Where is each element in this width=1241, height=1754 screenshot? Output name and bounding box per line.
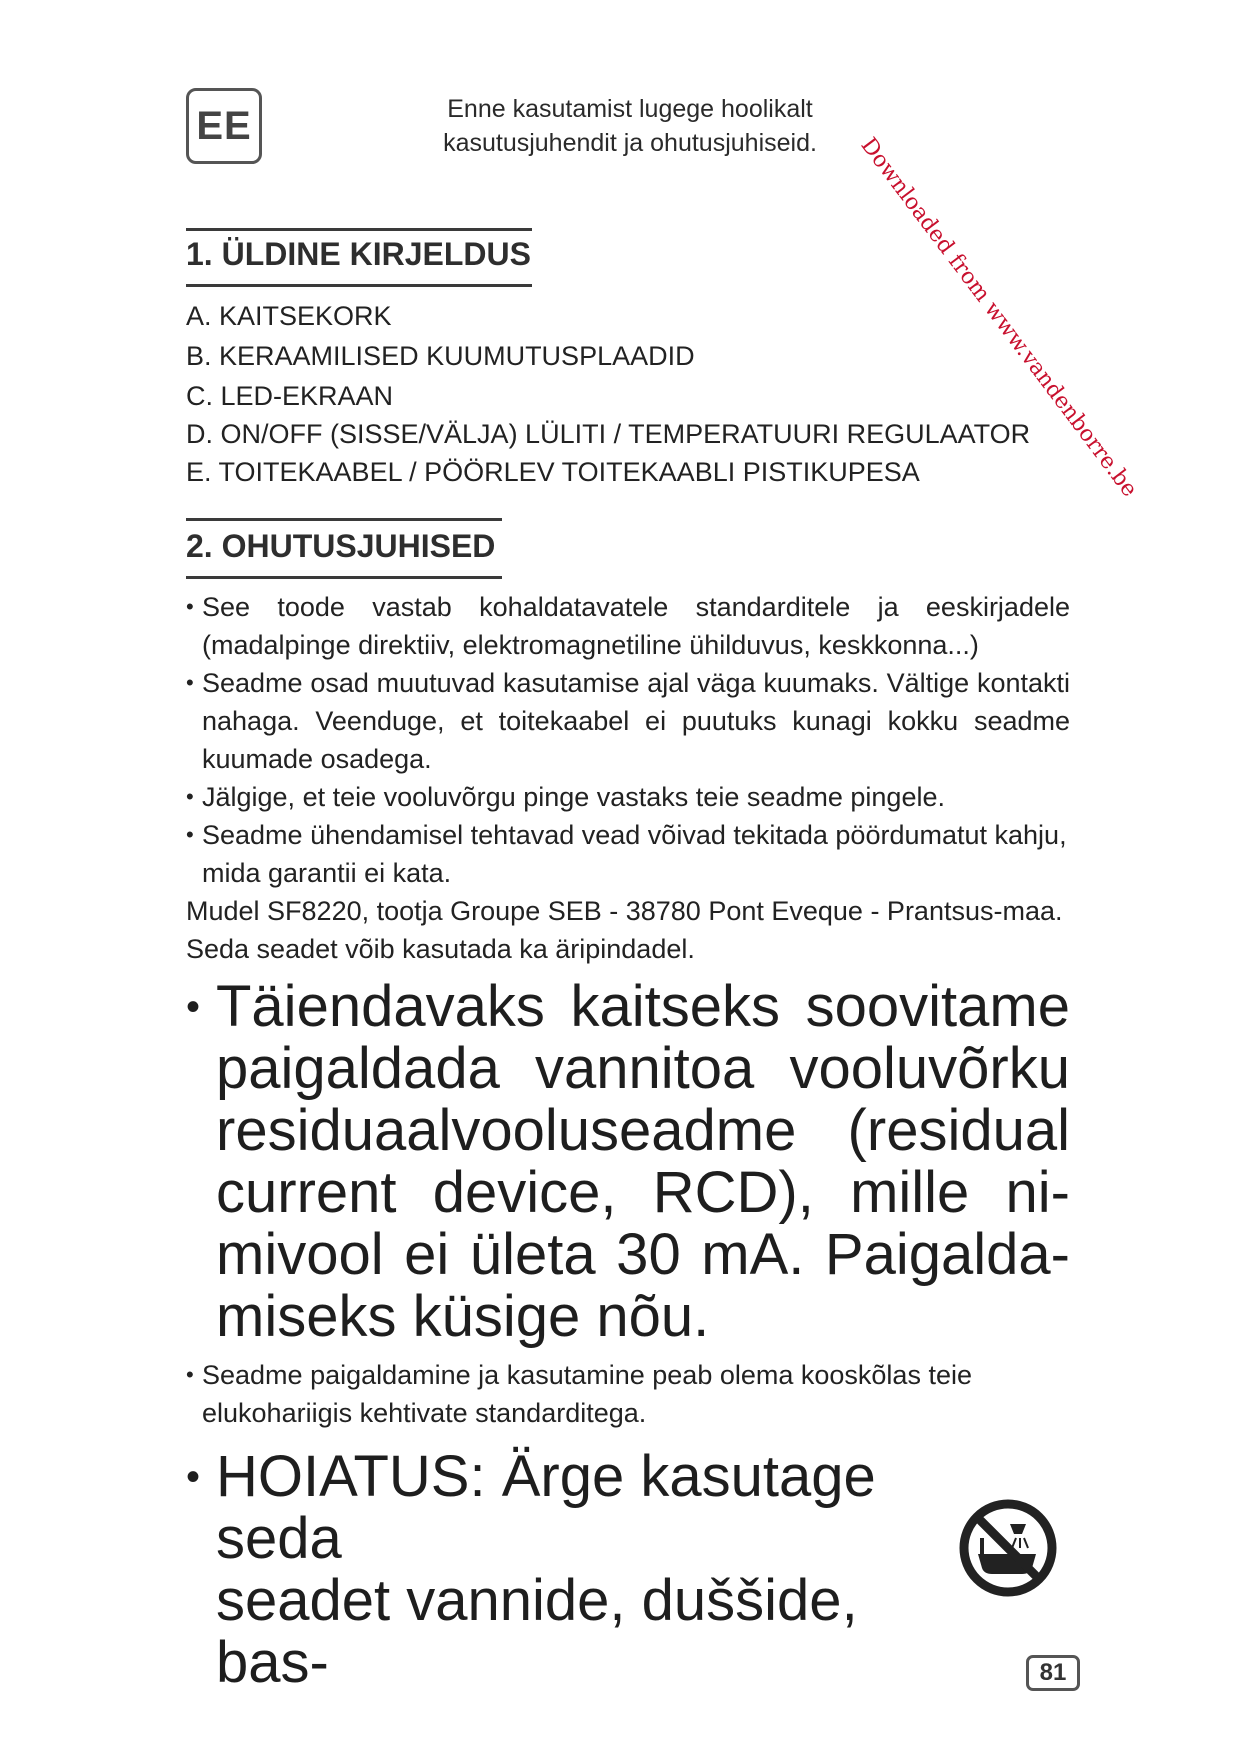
parts-list-item: D. ON/OFF (SISSE/VÄLJA) LÜLITI / TEMPERATUURI REGULAATOR	[186, 419, 1031, 449]
parts-list-item: A. KAITSEKORK	[186, 301, 392, 331]
section2-bottom-rule	[186, 576, 502, 579]
bath-warning-line-2: seadet vannide, duššide, bas-	[216, 1568, 858, 1695]
safety-bullet: • Jälgige, et teie vooluvõrgu pinge vastaks teie seadme pingele.	[186, 778, 1070, 816]
section2-top-rule	[186, 518, 502, 521]
intro-text	[400, 92, 860, 160]
safety-bullet: • Seadme ühendamisel tehtavad vead võivad tekitada pöördumatut kahju, mida garantii ei kata.	[186, 816, 1070, 892]
commercial-use-line: Seda seadet võib kasutada ka äripindadel.	[186, 934, 695, 964]
bath-warning-line-1: HOIATUS: Ärge kasutage seda	[216, 1444, 876, 1571]
model-line: Mudel SF8220, tootja Groupe SEB - 38780 Pont Eveque - Prantsus-maa.	[186, 896, 1063, 926]
intro-line-1: Enne kasutamist lugege hoolikalt	[447, 95, 813, 123]
parts-list	[186, 296, 1030, 492]
section1-top-rule	[186, 228, 532, 231]
parts-list-item: C. LED-EKRAAN	[186, 381, 394, 411]
language-badge: EE	[186, 88, 262, 164]
no-bath-icon	[958, 1498, 1058, 1598]
safety-bullet: • See toode vastab kohaldatavatele standarditele ja eeskirjadele (madalpinge direktiiv, elektromagnetiline ühilduvus, keskkonna...)	[186, 588, 1070, 664]
safety-instructions	[186, 588, 1070, 1694]
section2-title: 2. OHUTUSJUHISED	[186, 528, 496, 564]
parts-list-item: E. TOITEKAABEL / PÖÖRLEV TOITEKAABLI PISTIKUPESA	[186, 457, 920, 487]
section1-title: 1. ÜLDINE KIRJELDUS	[186, 236, 531, 272]
download-watermark: Downloaded from www.vandenborre.be	[855, 133, 1142, 502]
page-number: 81	[1026, 1655, 1080, 1691]
parts-list-item: B. KERAAMILISED KUUMUTUSPLAADID	[186, 341, 695, 371]
safety-bullet: • Seadme osad muutuvad kasutamise ajal väga kuumaks. Vältige kontakti nahaga. Veenduge, et toitekaabel ei puutuks kunagi kokku seadme kuumade osadega.	[186, 664, 1070, 778]
rcd-warning: • Täiendavaks kaitseks soovitame paigaldada vannitoa vooluvõrku residuaalvooluseadme (residual current device, RCD), mille ni-mivool ei ületa 30 mA. Paigalda-miseks küsige nõu.	[186, 976, 1070, 1348]
intro-line-2: kasutusjuhendit ja ohutusjuhiseid.	[443, 129, 817, 157]
section1-bottom-rule	[186, 284, 532, 287]
standards-bullet: • Seadme paigaldamine ja kasutamine peab olema kooskõlas teie elukohariigis kehtivate standarditega.	[186, 1356, 1070, 1432]
bath-warning	[186, 1446, 956, 1694]
